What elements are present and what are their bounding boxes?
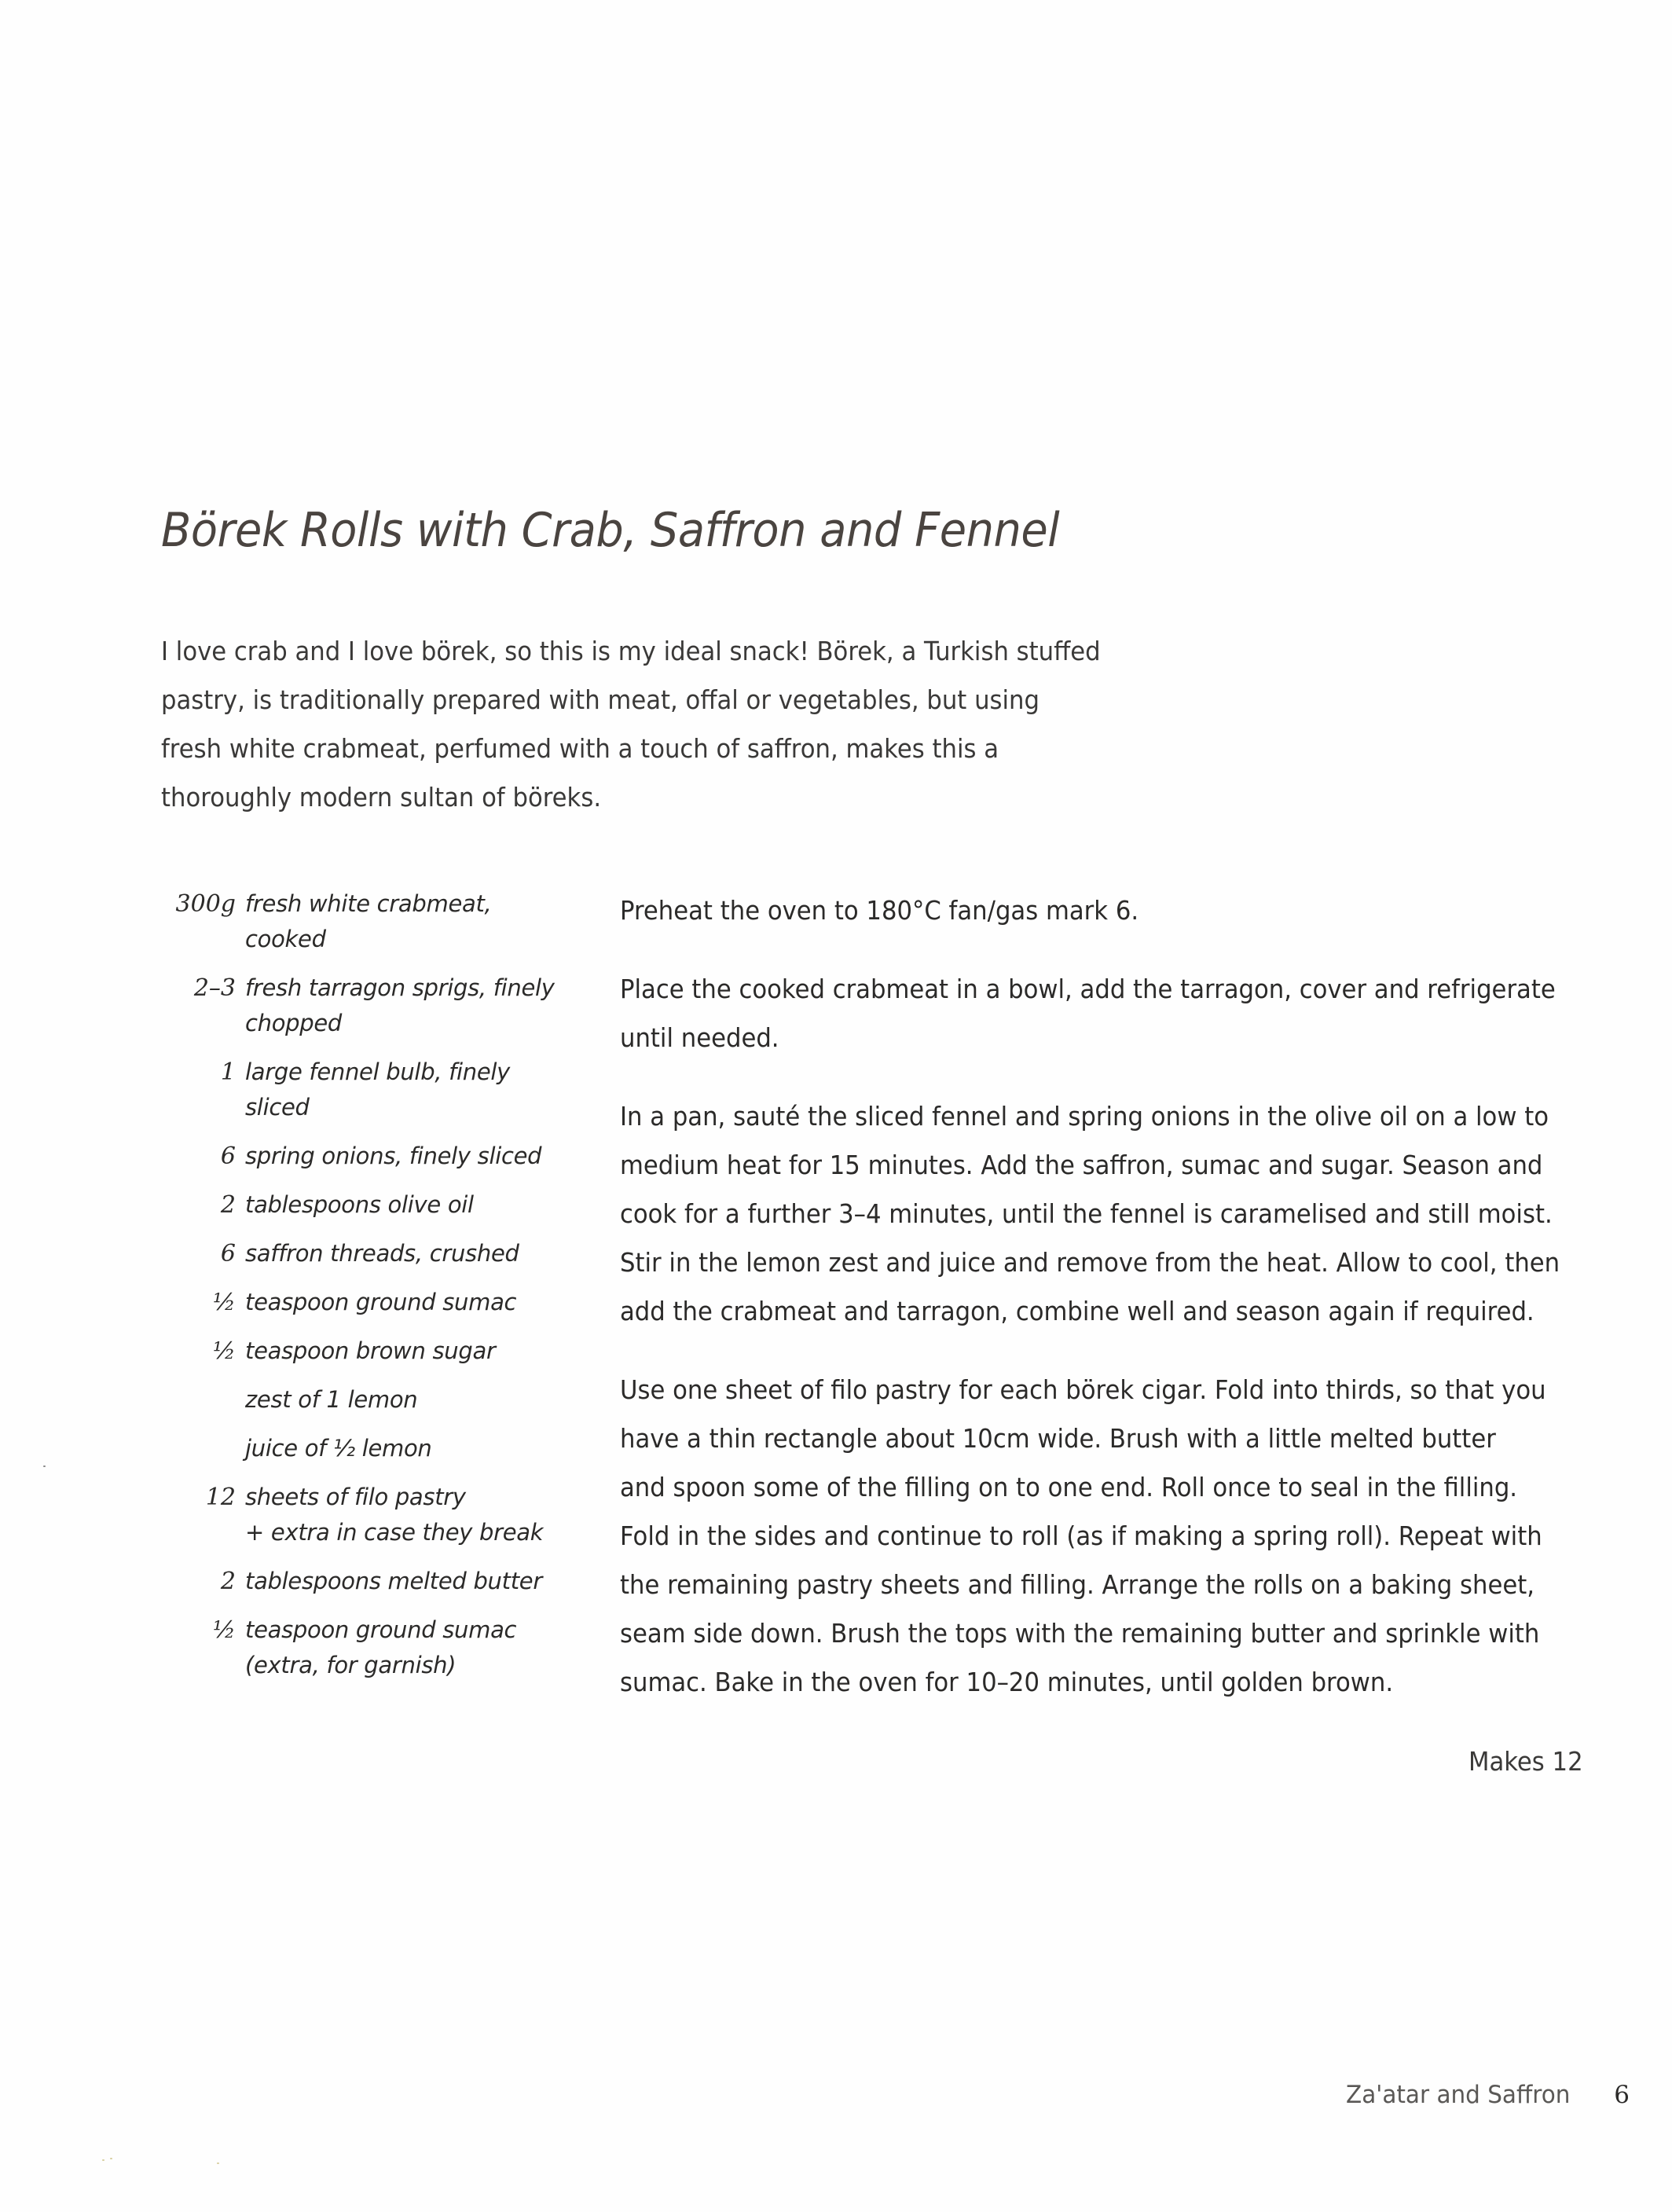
ingredient-name — [245, 970, 597, 1041]
recipe-intro — [161, 627, 1111, 822]
ingredient-name — [245, 1236, 597, 1271]
scan-speck — [110, 2158, 112, 2159]
method-line: Use one sheet of filo pastry for each börek cigar. Fold into thirds, so that you — [620, 1374, 1546, 1405]
ingredient-quantity: 2–3 — [193, 974, 236, 1002]
ingredient-line: sheets of filo pastry — [245, 1484, 466, 1510]
ingredient-quantity: 2 — [220, 1568, 236, 1595]
ingredient-line: tablespoons melted butter — [245, 1568, 542, 1594]
ingredient-item — [157, 1382, 597, 1418]
ingredient-item — [157, 1431, 597, 1466]
ingredient-quantity: 12 — [205, 1484, 236, 1511]
scan-speck — [217, 2162, 219, 2164]
method-line: Preheat the oven to 180°C fan/gas mark 6. — [620, 895, 1139, 926]
ingredient-line: teaspoon brown sugar — [245, 1337, 496, 1364]
ingredient-line: sliced — [245, 1094, 310, 1121]
ingredient-line: + extra in case they break — [245, 1519, 544, 1546]
method-line: medium heat for 15 minutes. Add the saffron, sumac and sugar. Season and — [620, 1150, 1543, 1180]
ingredient-name — [245, 886, 597, 957]
ingredient-line: large fennel bulb, finely — [245, 1058, 511, 1085]
ingredient-line: chopped — [245, 1010, 343, 1036]
intro-line: I love crab and I love börek, so this is my ideal snack! Börek, a Turkish stuffed — [161, 636, 1101, 666]
ingredient-name — [245, 1187, 597, 1223]
ingredient-item — [157, 1564, 597, 1599]
method-line: Stir in the lemon zest and juice and remove from the heat. Allow to cool, then — [620, 1247, 1560, 1278]
method-line: Place the cooked crabmeat in a bowl, add the tarragon, cover and refrigerate — [620, 974, 1556, 1004]
ingredient-name — [245, 1055, 597, 1125]
method-step — [620, 1092, 1560, 1336]
method-line: add the crabmeat and tarragon, combine well and season again if required. — [620, 1296, 1534, 1326]
ingredient-line: spring onions, finely sliced — [245, 1143, 542, 1169]
scan-speck — [43, 1465, 46, 1467]
method-line: cook for a further 3–4 minutes, until the fennel is caramelised and still moist. — [620, 1198, 1553, 1229]
ingredient-item — [157, 1612, 597, 1683]
method-line: Fold in the sides and continue to roll (as if making a spring roll). Repeat with — [620, 1521, 1542, 1551]
ingredient-line: (extra, for garnish) — [245, 1652, 456, 1678]
ingredient-name — [245, 1382, 597, 1418]
ingredient-name — [245, 1612, 597, 1683]
ingredient-line: fresh white crabmeat, — [245, 890, 492, 917]
recipe-yield: Makes 12 — [1468, 1746, 1583, 1777]
ingredient-line: cooked — [245, 926, 326, 952]
ingredient-list — [157, 886, 597, 1697]
ingredient-name — [245, 1285, 597, 1320]
ingredient-line: teaspoon ground sumac — [245, 1616, 517, 1643]
ingredient-item — [157, 1333, 597, 1369]
method-step — [620, 965, 1556, 1062]
ingredient-name — [245, 1564, 597, 1599]
recipe-title: Börek Rolls with Crab, Saffron and Fennel — [161, 503, 1060, 558]
ingredient-quantity: 1 — [220, 1058, 236, 1086]
ingredient-item — [157, 1187, 597, 1223]
ingredient-quantity: ½ — [212, 1337, 236, 1365]
method-line: sumac. Bake in the oven for 10–20 minutes, until golden brown. — [620, 1667, 1394, 1697]
ingredient-item — [157, 1480, 597, 1550]
method-steps — [620, 886, 1618, 1737]
ingredient-quantity: 2 — [220, 1191, 236, 1219]
ingredient-line: fresh tarragon sprigs, finely — [245, 974, 555, 1001]
page-number: 6 — [1614, 2081, 1630, 2109]
method-line: until needed. — [620, 1022, 779, 1053]
ingredient-item — [157, 1055, 597, 1125]
scan-speck — [102, 2159, 104, 2161]
ingredient-quantity: 300g — [175, 890, 236, 918]
intro-line: pastry, is traditionally prepared with meat, offal or vegetables, but using — [161, 684, 1040, 715]
method-line: have a thin rectangle about 10cm wide. Brush with a little melted butter — [620, 1423, 1496, 1454]
method-line: seam side down. Brush the tops with the remaining butter and sprinkle with — [620, 1618, 1540, 1649]
ingredient-line: teaspoon ground sumac — [245, 1289, 517, 1315]
ingredient-quantity: 6 — [220, 1240, 236, 1267]
ingredient-quantity: ½ — [212, 1616, 236, 1644]
section-title: Za'atar and Saffron — [1345, 2081, 1571, 2109]
ingredient-quantity: ½ — [212, 1289, 236, 1316]
ingredient-name — [245, 1333, 597, 1369]
ingredient-name — [245, 1480, 597, 1550]
ingredient-line: saffron threads, crushed — [245, 1240, 519, 1267]
ingredient-line: tablespoons olive oil — [245, 1191, 474, 1218]
ingredient-item — [157, 1236, 597, 1271]
ingredient-item — [157, 886, 597, 957]
method-step — [620, 1366, 1548, 1707]
ingredient-name — [245, 1139, 597, 1174]
ingredient-line: zest of 1 lemon — [245, 1386, 418, 1413]
method-step — [620, 886, 1548, 935]
ingredient-item — [157, 1285, 597, 1320]
ingredient-quantity: 6 — [220, 1143, 236, 1170]
intro-line: fresh white crabmeat, perfumed with a touch of saffron, makes this a — [161, 733, 999, 764]
method-line: and spoon some of the filling on to one end. Roll once to seal in the filling. — [620, 1472, 1518, 1502]
ingredient-item — [157, 1139, 597, 1174]
page-footer — [1334, 2081, 1630, 2109]
intro-line: thoroughly modern sultan of böreks. — [161, 782, 602, 813]
ingredient-line: juice of ½ lemon — [245, 1435, 432, 1462]
ingredient-name — [245, 1431, 597, 1466]
ingredient-item — [157, 970, 597, 1041]
method-line: the remaining pastry sheets and filling. Arrange the rolls on a baking sheet, — [620, 1569, 1535, 1600]
method-line: In a pan, sauté the sliced fennel and spring onions in the olive oil on a low to — [620, 1101, 1549, 1132]
